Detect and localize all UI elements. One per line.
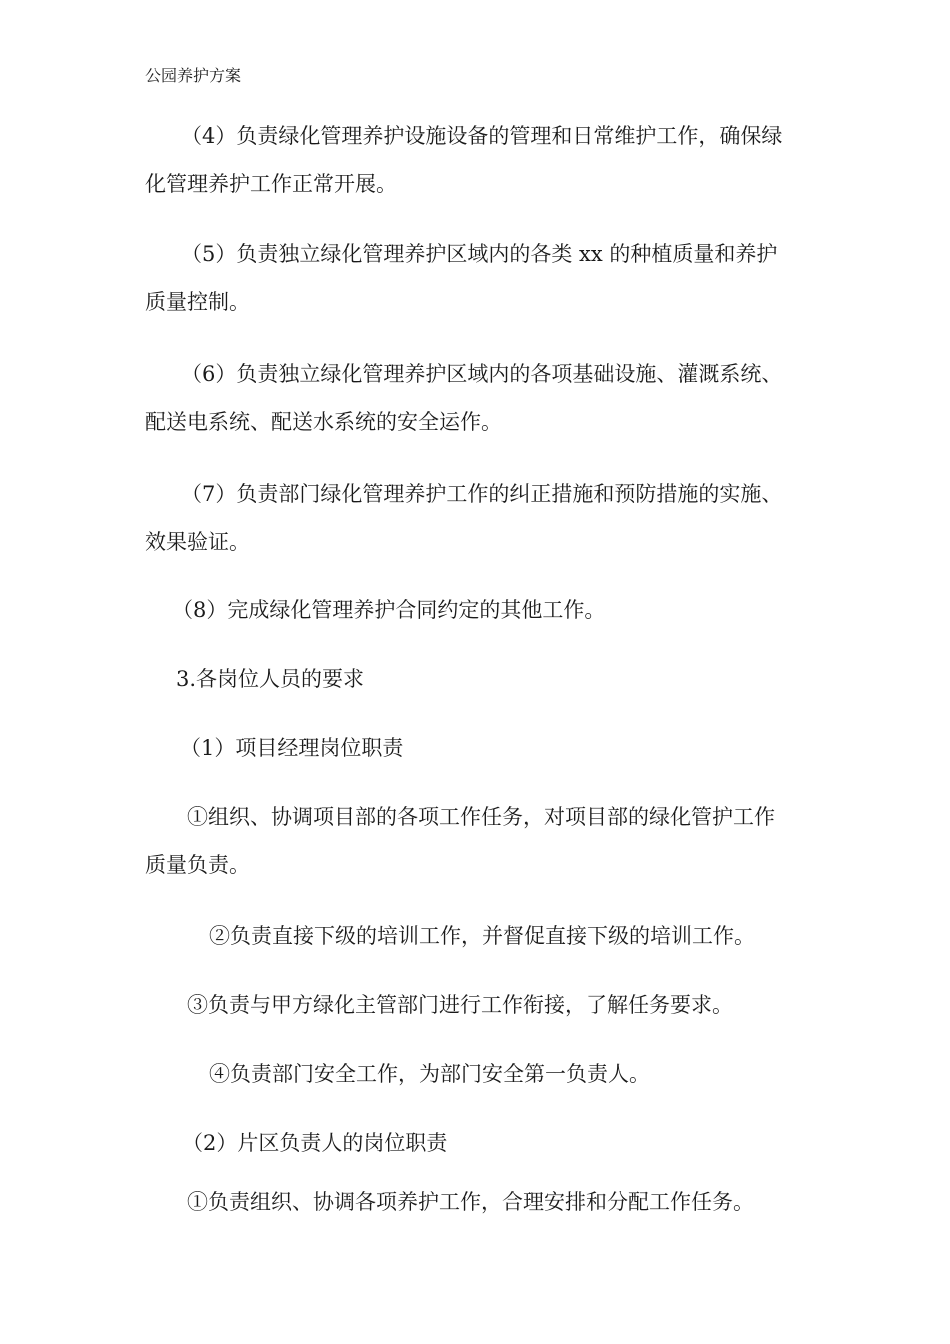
page-header: 公园养护方案 [145,66,242,85]
paragraph-item-6 [145,350,782,446]
paragraph-line: 质量负责。 [145,853,250,877]
paragraph-line: （7）负责部门绿化管理养护工作的纠正措施和预防措施的实施、 [181,482,783,506]
paragraph-line: （2）片区负责人的岗位职责 [182,1131,448,1155]
paragraph-item-8 [172,586,605,634]
paragraph-item-4 [145,112,782,208]
paragraph-line: 配送电系统、配送水系统的安全运作。 [145,410,502,434]
subsection-heading-1 [180,724,403,772]
paragraph-line: ②负责直接下级的培训工作，并督促直接下级的培训工作。 [209,924,755,948]
paragraph-line: （8）完成绿化管理养护合同约定的其他工作。 [172,598,606,622]
paragraph-item-7 [145,470,782,566]
section-heading [176,655,364,703]
paragraph-line: 化管理养护工作正常开展。 [145,172,397,196]
duty-item-5 [187,1178,754,1226]
paragraph-line: ①负责组织、协调各项养护工作，合理安排和分配工作任务。 [187,1190,754,1214]
paragraph-line: 效果验证。 [145,530,250,554]
duty-item-4 [209,1050,650,1098]
duty-item-3 [187,981,733,1029]
paragraph-line: 质量控制。 [145,290,250,314]
paragraph-line: （1）项目经理岗位职责 [180,736,404,760]
paragraph-line: ①组织、协调项目部的各项工作任务，对项目部的绿化管护工作 [187,805,775,829]
paragraph-line: （5）负责独立绿化管理养护区域内的各类 xx 的种植质量和养护 [181,242,778,266]
duty-item-2 [209,912,755,960]
paragraph-item-5 [145,230,777,326]
paragraph-line: 3.各岗位人员的要求 [176,667,365,691]
paragraph-line: ③负责与甲方绿化主管部门进行工作衔接，了解任务要求。 [187,993,733,1017]
paragraph-line: （4）负责绿化管理养护设施设备的管理和日常维护工作，确保绿 [181,124,783,148]
paragraph-line: （6）负责独立绿化管理养护区域内的各项基础设施、灌溉系统、 [181,362,783,386]
paragraph-line: ④负责部门安全工作，为部门安全第一负责人。 [209,1062,650,1086]
duty-item-1 [145,793,775,889]
subsection-heading-2 [182,1119,447,1167]
